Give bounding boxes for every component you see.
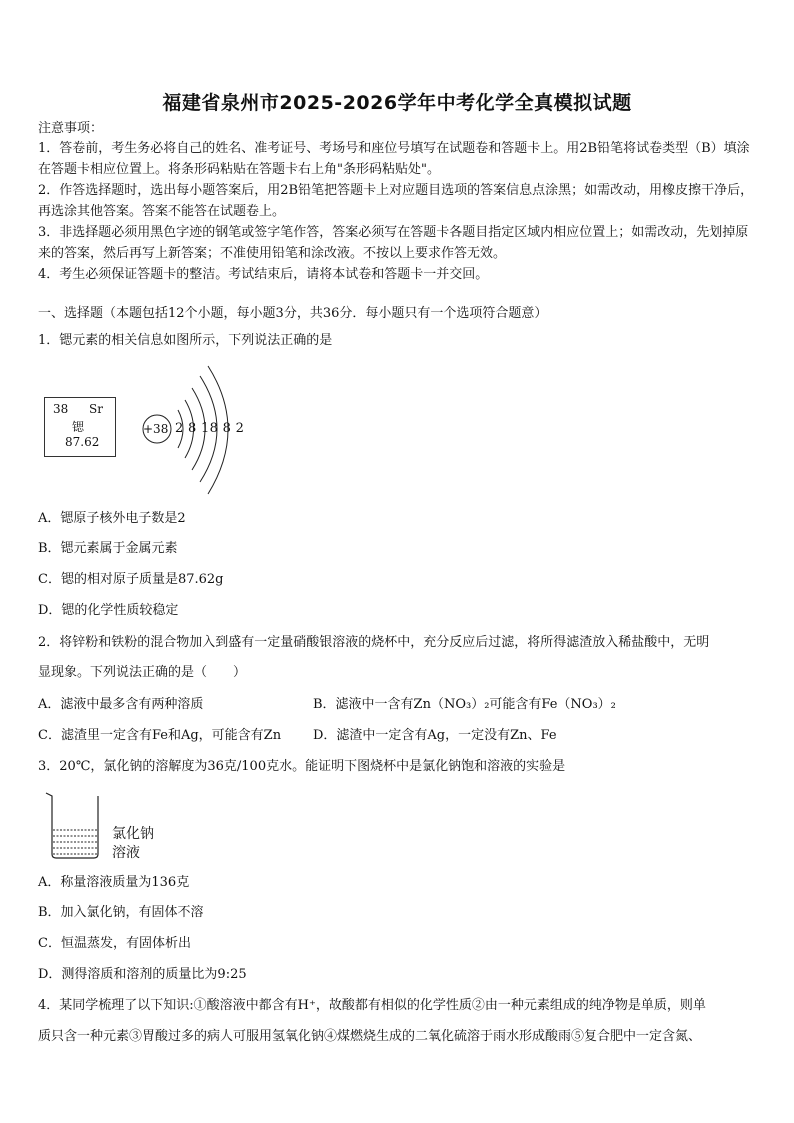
beaker-diagram [44,790,108,860]
q3-option-d: D．测得溶质和溶剂的质量比为9:25 [38,967,247,982]
notice-item-2: 2．作答选择题时，选出每小题答案后，用2B铅笔把答题卡上对应题目选项的答案信息点涂黑；如需改动，用橡皮擦干净后，再选涂其他答案。答案不能答在试题卷上。 [38,183,754,219]
notice-heading: 注意事项： [38,121,104,136]
element-name: 锶 [72,420,85,434]
beaker-label-2: 溶液 [112,845,140,861]
notice-item-4: 4．考生必须保证答题卡的整洁。考试结束后，请将本试卷和答题卡一并交回。 [38,267,489,282]
q4-line-1: 4．某同学梳理了以下知识:①酸溶液中都含有H⁺，故酸都有相似的化学性质②由一种元素组成的纯净物是单质，则单 [38,998,706,1013]
atomic-mass: 87.62 [65,435,100,449]
q1-option-a: A．锶原子核外电子数是2 [38,511,186,526]
q1-option-c: C．锶的相对原子质量是87.62g [38,572,224,587]
page-title: 福建省泉州市2025-2026学年中考化学全真模拟试题 [162,92,632,114]
element-info-box [44,397,116,457]
q1-option-d: D．锶的化学性质较稳定 [38,603,179,618]
q3-stem: 3．20℃，氯化钠的溶解度为36克/100克水。能证明下图烧杯中是氯化钠饱和溶液的实验是 [38,759,566,774]
q3-option-a: A．称量溶液质量为136克 [38,875,190,890]
section-heading: 一、选择题（本题包括12个小题，每小题3分，共36分．每小题只有一个选项符合题意） [38,306,548,321]
q2-stem-line-1: 2．将锌粉和铁粉的混合物加入到盛有一定量硝酸银溶液的烧杯中，充分反应后过滤，将所得滤渣放入稀盐酸中，无明 [38,635,710,650]
nucleus-charge: +38 [143,422,169,436]
q2-stem-line-2: 显现象。下列说法正确的是（ ） [38,665,247,680]
q2-option-c: C．滤渣里一定含有Fe和Ag，可能含有Zn [38,728,282,743]
q1-option-b: B．锶元素属于金属元素 [38,541,178,556]
notice-item-1: 1．答卷前，考生务必将自己的姓名、准考证号、考场号和座位号填写在试题卷和答题卡上。用2B铅笔将试卷类型（B）填涂在答题卡相应位置上。将条形码粘贴在答题卡右上角"条形码粘贴处"。 [38,141,750,177]
q3-option-c: C．恒温蒸发，有固体析出 [38,936,191,951]
q3-option-b: B．加入氯化钠，有固体不溶 [38,905,204,920]
q1-stem: 1．锶元素的相关信息如图所示，下列说法正确的是 [38,333,333,348]
beaker-label-1: 氯化钠 [112,826,154,842]
notice-item-3: 3．非选择题必须用黑色字迹的钢笔或签字笔作答，答案必须写在答题卡各题目指定区域内相应位置上；如需改动，先划掉原来的答案，然后再写上新答案；不准使用铅笔和涂改液。不按以上要求作答无效。 [38,225,749,261]
q2-option-d: D．滤渣中一定含有Ag，一定没有Zn、Fe [313,728,557,743]
q4-line-2: 质只含一种元素③胃酸过多的病人可服用氢氧化钠④煤燃烧生成的二氧化硫溶于雨水形成酸雨⑤复合肥中一定含氮、 [38,1029,702,1044]
q2-option-a: A．滤液中最多含有两种溶质 [38,697,204,712]
q2-option-b: B．滤液中一含有Zn（NO₃）₂可能含有Fe（NO₃）₂ [313,697,616,712]
shell-electron-counts: 2 8 18 8 2 [175,421,245,436]
element-symbol: Sr [89,402,103,416]
atomic-number: 38 [53,402,69,416]
